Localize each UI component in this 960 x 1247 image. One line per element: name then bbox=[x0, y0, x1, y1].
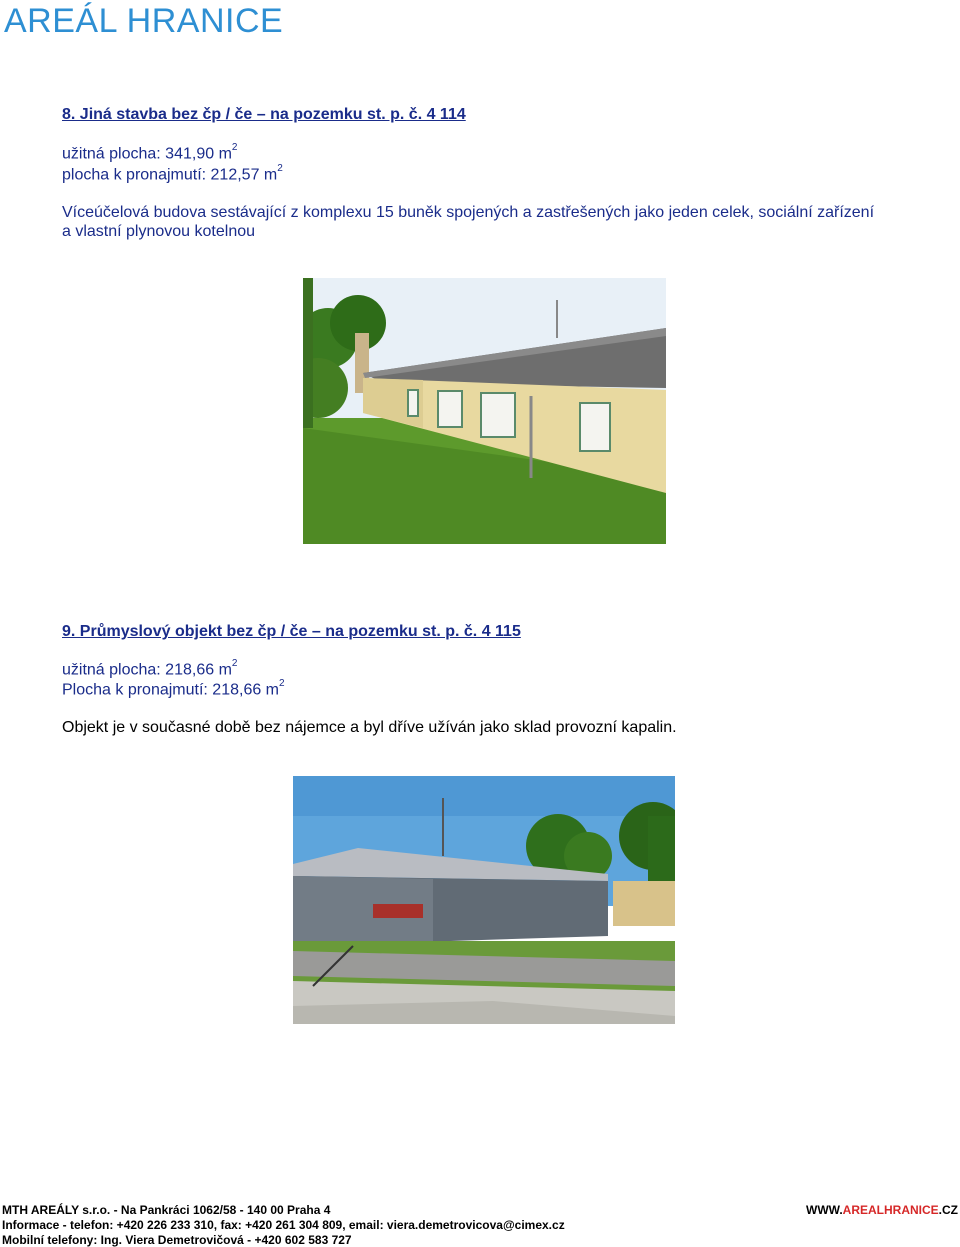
section-8-usable-area: užitná plocha: 341,90 $m^2$ bbox=[62, 142, 238, 163]
section-9-heading: 9. Průmyslový objekt bez čp / če – na pozemku st. p. č. 4 115 bbox=[62, 623, 521, 640]
building-9-photo bbox=[293, 776, 675, 1024]
section-9-usable-area: užitná plocha: 218,66 $m^2$ bbox=[62, 658, 238, 679]
footer-mobile: Mobilní telefony: Ing. Viera Demetrovičová - +420 602 583 727 bbox=[2, 1233, 352, 1247]
page-title: AREÁL HRANICE bbox=[4, 2, 284, 40]
footer-contact: Informace - telefon: +420 226 233 310, fax: +420 261 304 809, email: viera.demetrovicova@cimex.cz bbox=[2, 1218, 565, 1232]
section-8-rentable-area: plocha k pronajmutí: 212,57 $m^2$ bbox=[62, 163, 283, 184]
footer-website-link[interactable]: WWW.AREALHRANICE.CZ bbox=[806, 1203, 958, 1217]
section-9-description: Objekt je v současné době bez nájemce a byl dříve užíván jako sklad provozní kapalin. bbox=[62, 719, 677, 736]
building-8-photo bbox=[303, 278, 666, 544]
section-8-heading: 8. Jiná stavba bez čp / če – na pozemku st. p. č. 4 114 bbox=[62, 106, 466, 123]
footer-address: MTH AREÁLY s.r.o. - Na Pankráci 1062/58 - 140 00 Praha 4 bbox=[2, 1203, 331, 1217]
section-8-description: Víceúčelová budova sestávající z komplexu 15 buněk spojených a zastřešených jako jeden celek, sociální zařízení a vlastní plynovou kotelnou bbox=[62, 204, 875, 240]
section-9-rentable-area: Plocha k pronajmutí: 218,66 $m^2$ bbox=[62, 678, 285, 699]
